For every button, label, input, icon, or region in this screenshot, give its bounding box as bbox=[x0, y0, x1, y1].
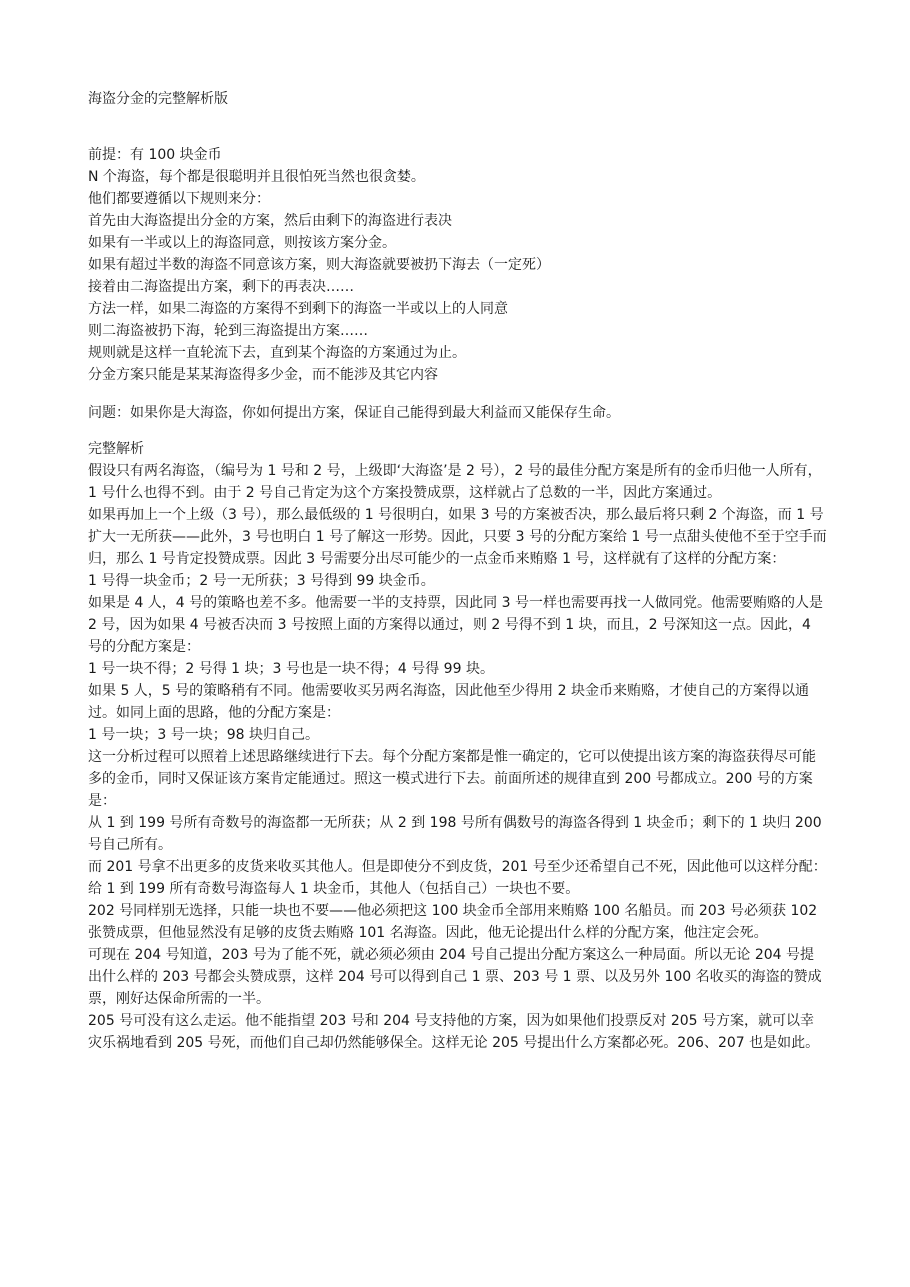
premise-line: N 个海盗，每个都是很聪明并且很怕死当然也很贪婪。 bbox=[88, 169, 425, 185]
analysis-paragraph: 可现在 204 号知道，203 号为了能不死，就必须必须由 204 号自己提出分配方案这么一种局面。所以无论 204 号提出什么样的 203 号都会头赞成票，这样 204 号可以得到自己 1 票、203 号 1 票、以及另外 100 名收买的海盗的赞成票，刚好达保命所需的一半。 bbox=[88, 947, 822, 1007]
premise-line: 首先由大海盗提出分金的方案，然后由剩下的海盗进行表决 bbox=[88, 213, 452, 229]
analysis-paragraph: 1 号得一块金币；2 号一无所获；3 号得到 99 块金币。 bbox=[88, 573, 435, 589]
question-text: 问题：如果你是大海盗，你如何提出方案，保证自己能得到最大利益而又能保存生命。 bbox=[88, 405, 620, 421]
premise-line: 如果有超过半数的海盗不同意该方案，则大海盗就要被扔下海去（一定死） bbox=[88, 257, 550, 273]
premise-line: 方法一样，如果二海盗的方案得不到剩下的海盗一半或以上的人同意 bbox=[88, 301, 508, 317]
analysis-paragraph: 1 号一块；3 号一块；98 块归自己。 bbox=[88, 727, 319, 743]
analysis-paragraph: 假设只有两名海盗，（编号为 1 号和 2 号，上级即‘大海盗’是 2 号），2 号的最佳分配方案是所有的金币归他一人所有，1 号什么也得不到。由于 2 号自己肯定为这个方案投赞成票，这样就占了总数的一半，因此方案通过。 bbox=[88, 463, 822, 501]
analysis-paragraph: 从 1 到 199 号所有奇数号的海盗都一无所获；从 2 到 198 号所有偶数号的海盗各得到 1 块金币；剩下的 1 块归 200 号自己所有。 bbox=[88, 815, 822, 853]
analysis-heading: 完整解析 bbox=[88, 441, 144, 457]
analysis-paragraph: 202 号同样别无选择，只能一块也不要——他必须把这 100 块金币全部用来贿赂 100 名船员。而 203 号必须获 102 张赞成票，但他显然没有足够的皮货去贿赂 101 名海盗。因此，他无论提出什么样的分配方案，他注定会死。 bbox=[88, 903, 818, 941]
analysis-paragraph: 如果是 4 人，4 号的策略也差不多。他需要一半的支持票，因此同 3 号一样也需要再找一人做同党。他需要贿赂的人是 2 号，因为如果 4 号被否决而 3 号按照上面的方案得以通过，则 2 号得不到 1 块，而且，2 号深知这一点。因此，4 号的分配方案是： bbox=[88, 595, 823, 655]
premise-line: 规则就是这样一直轮流下去，直到某个海盗的方案通过为止。 bbox=[88, 345, 466, 361]
premise-line: 他们都要遵循以下规则来分： bbox=[88, 191, 270, 207]
premise-line: 前提：有 100 块金币 bbox=[88, 147, 222, 163]
analysis-paragraph: 给 1 到 199 所有奇数号海盗每人 1 块金币，其他人（包括自己）一块也不要。 bbox=[88, 881, 580, 897]
premise-line: 如果有一半或以上的海盗同意，则按该方案分金。 bbox=[88, 235, 396, 251]
analysis-section bbox=[88, 438, 828, 1054]
analysis-paragraph: 而 201 号拿不出更多的皮货来收买其他人。但是即使分不到皮货，201 号至少还希望自己不死，因此他可以这样分配： bbox=[88, 859, 827, 875]
question-section bbox=[88, 402, 828, 424]
premise-line: 则二海盗被扔下海，轮到三海盗提出方案…… bbox=[88, 323, 368, 339]
premise-line: 分金方案只能是某某海盗得多少金，而不能涉及其它内容 bbox=[88, 367, 438, 383]
document-title: 海盗分金的完整解析版 bbox=[88, 91, 228, 107]
analysis-paragraph: 如果 5 人，5 号的策略稍有不同。他需要收买另两名海盗，因此他至少得用 2 块金币来贿赂，才使自己的方案得以通过。如同上面的思路，他的分配方案是： bbox=[88, 683, 809, 721]
premise-line: 接着由二海盗提出方案，剩下的再表决…… bbox=[88, 279, 354, 295]
analysis-paragraph: 如果再加上一个上级（3 号），那么最低级的 1 号很明白，如果 3 号的方案被否决，那么最后将只剩 2 个海盗，而 1 号扩大一无所获——此外，3 号也明白 1 号了解这一形势。因此，只要 3 号的分配方案给 1 号一点甜头使他不至于空手而归，那么 1 号肯定投赞成票。因此 3 号需要分出尽可能少的一点金币来贿赂 1 号，这样就有了这样的分配方案： bbox=[88, 507, 827, 567]
analysis-paragraph: 205 号可没有这么走运。他不能指望 203 号和 204 号支持他的方案，因为如果他们投票反对 205 号方案，就可以幸灾乐祸地看到 205 号死，而他们自己却仍然能够保全。这样无论 205 号提出什么方案都必死。206、207 也是如此。 bbox=[88, 1013, 820, 1051]
document-content bbox=[88, 88, 828, 1054]
premise-section bbox=[88, 144, 828, 386]
analysis-paragraph: 1 号一块不得；2 号得 1 块；3 号也是一块不得；4 号得 99 块。 bbox=[88, 661, 494, 677]
analysis-paragraph: 这一分析过程可以照着上述思路继续进行下去。每个分配方案都是惟一确定的，它可以使提出该方案的海盗获得尽可能多的金币，同时又保证该方案肯定能通过。照这一模式进行下去。前面所述的规律直到 200 号都成立。200 号的方案是： bbox=[88, 749, 816, 809]
